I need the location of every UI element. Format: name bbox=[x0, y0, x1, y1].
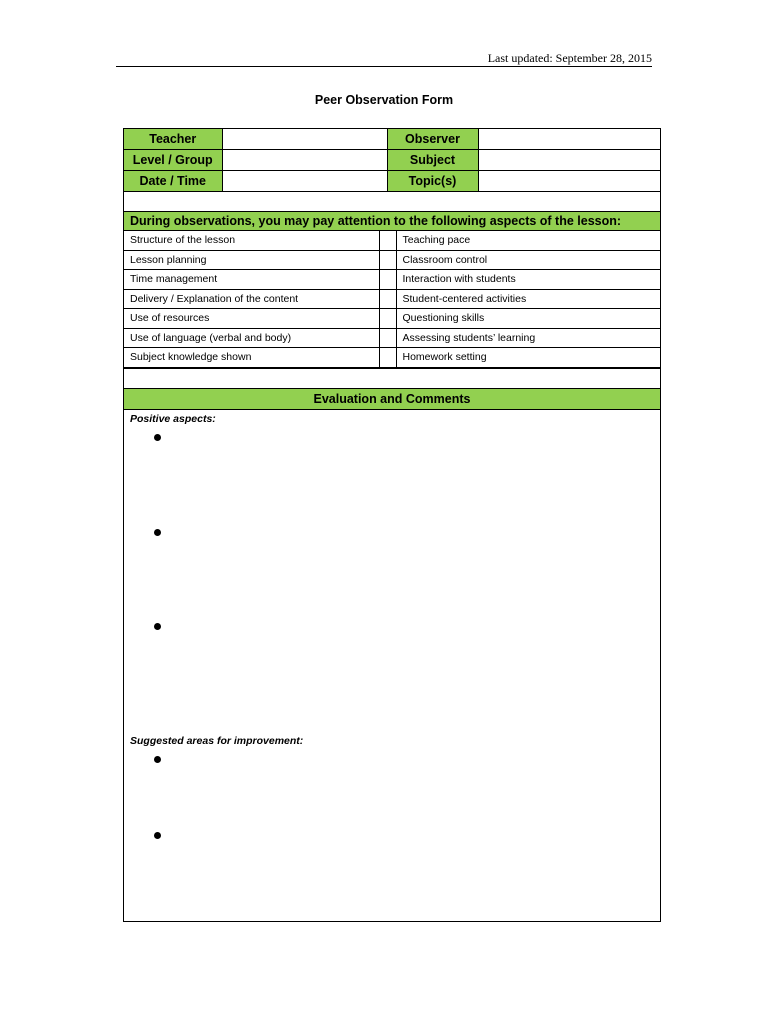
aspect-right-item: Homework setting bbox=[396, 348, 660, 368]
date-time-field[interactable] bbox=[222, 171, 387, 192]
positive-aspects-label: Positive aspects: bbox=[130, 412, 216, 425]
level-group-label: Level / Group bbox=[124, 150, 222, 171]
aspect-left-item: Time management bbox=[124, 270, 379, 290]
teacher-label: Teacher bbox=[124, 129, 222, 150]
topics-field[interactable] bbox=[478, 171, 660, 192]
bullet-icon bbox=[154, 434, 161, 441]
aspect-right-item: Teaching pace bbox=[396, 231, 660, 250]
bullet-icon bbox=[154, 529, 161, 536]
info-row-teacher bbox=[124, 129, 660, 150]
aspect-row bbox=[124, 309, 660, 329]
info-row-level bbox=[124, 150, 660, 171]
aspect-gap bbox=[379, 231, 396, 250]
aspect-gap bbox=[379, 309, 396, 329]
info-table bbox=[124, 129, 660, 192]
subject-label: Subject bbox=[387, 150, 478, 171]
bullet-icon bbox=[154, 832, 161, 839]
page-title: Peer Observation Form bbox=[314, 93, 454, 107]
aspect-left-item: Delivery / Explanation of the content bbox=[124, 289, 379, 309]
blank-row bbox=[124, 192, 660, 212]
aspects-table bbox=[124, 231, 660, 368]
level-group-field[interactable] bbox=[222, 150, 387, 171]
aspect-gap bbox=[379, 250, 396, 270]
improvement-label: Suggested areas for improvement: bbox=[130, 734, 304, 747]
aspect-left-item: Use of resources bbox=[124, 309, 379, 329]
aspect-row bbox=[124, 231, 660, 250]
aspect-right-item: Student-centered activities bbox=[396, 289, 660, 309]
aspects-heading: During observations, you may pay attention to the following aspects of the lesson: bbox=[124, 212, 660, 231]
aspect-gap bbox=[379, 328, 396, 348]
info-row-date bbox=[124, 171, 660, 192]
teacher-field[interactable] bbox=[222, 129, 387, 150]
date-time-label: Date / Time bbox=[124, 171, 222, 192]
aspect-gap bbox=[379, 348, 396, 368]
aspect-gap bbox=[379, 289, 396, 309]
topics-label: Topic(s) bbox=[387, 171, 478, 192]
aspect-left-item: Lesson planning bbox=[124, 250, 379, 270]
aspect-left-item: Structure of the lesson bbox=[124, 231, 379, 250]
aspect-row bbox=[124, 348, 660, 368]
aspect-right-item: Classroom control bbox=[396, 250, 660, 270]
aspect-gap bbox=[379, 270, 396, 290]
observer-field[interactable] bbox=[478, 129, 660, 150]
aspect-left-item: Use of language (verbal and body) bbox=[124, 328, 379, 348]
header-divider bbox=[116, 66, 652, 67]
aspect-right-item: Assessing students’ learning bbox=[396, 328, 660, 348]
aspect-right-item: Questioning skills bbox=[396, 309, 660, 329]
blank-row bbox=[124, 368, 660, 389]
bullet-icon bbox=[154, 623, 161, 630]
aspect-left-item: Subject knowledge shown bbox=[124, 348, 379, 368]
subject-field[interactable] bbox=[478, 150, 660, 171]
evaluation-heading: Evaluation and Comments bbox=[124, 389, 660, 410]
aspect-row bbox=[124, 250, 660, 270]
last-updated-text: Last updated: September 28, 2015 bbox=[487, 51, 652, 65]
aspect-row bbox=[124, 328, 660, 348]
bullet-icon bbox=[154, 756, 161, 763]
observation-form bbox=[123, 128, 661, 922]
aspect-row bbox=[124, 289, 660, 309]
aspect-right-item: Interaction with students bbox=[396, 270, 660, 290]
aspect-row bbox=[124, 270, 660, 290]
observer-label: Observer bbox=[387, 129, 478, 150]
evaluation-body[interactable] bbox=[124, 410, 660, 922]
